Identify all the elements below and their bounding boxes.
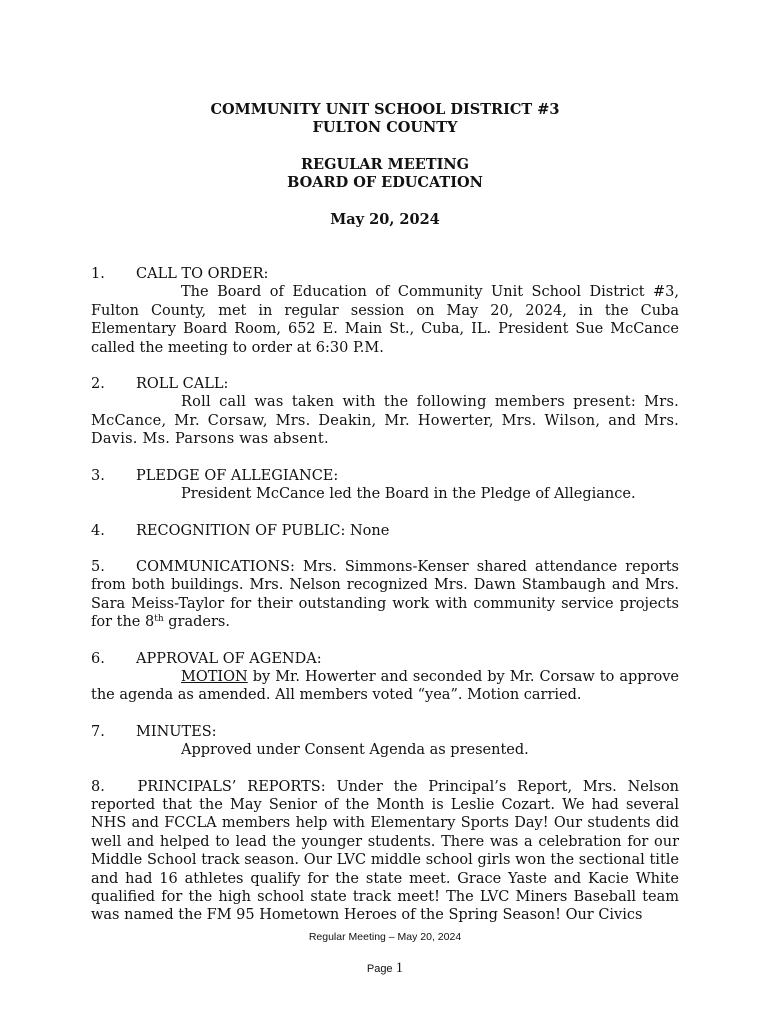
item-title: APPROVAL OF AGENDA:: [136, 650, 322, 667]
item-number: 5.: [91, 558, 105, 575]
item-number: 4.: [91, 522, 105, 539]
item-body: Mrs. Simmons-Kenser shared attendance reports from both buildings. Mrs. Nelson recognized Mrs. Dawn Stambaugh and Mrs. Sara Meiss-Taylor for their outstanding work with community service projects for the 8: [91, 558, 679, 631]
agenda-item-pledge: [91, 467, 679, 504]
agenda-item-recognition-of-public: [91, 522, 679, 540]
item-body: Roll call was taken with the following members present: Mrs. McCance, Mr. Corsaw, Mrs. Deakin, Mr. Howerter, Mrs. Wilson, and Mrs. Davis. Ms. Parsons was absent.: [91, 394, 679, 448]
county-title: FULTON COUNTY: [312, 119, 458, 137]
item-number: 8.: [91, 778, 105, 795]
meeting-type-title: REGULAR MEETING: [300, 155, 470, 173]
item-number: 2.: [91, 376, 105, 393]
item-number: 1.: [91, 266, 105, 283]
district-title: COMMUNITY UNIT SCHOOL DISTRICT #3: [210, 101, 560, 118]
page-number: [0, 960, 770, 977]
agenda-item-communications: [91, 558, 679, 632]
document-body: [91, 101, 679, 925]
item-title: PRINCIPALS’ REPORTS:: [137, 778, 326, 795]
item-heading: [91, 375, 679, 393]
board-title: BOARD OF EDUCATION: [287, 174, 483, 192]
item-heading: [91, 650, 679, 668]
page-footer: Regular Meeting – May 20, 2024: [308, 931, 462, 943]
item-heading: [91, 723, 679, 741]
page-label: Page: [366, 963, 393, 975]
item-title: ROLL CALL:: [136, 376, 229, 393]
item-heading: [91, 467, 679, 485]
item-number: 3.: [91, 467, 105, 484]
item-title: RECOGNITION OF PUBLIC: None: [136, 522, 390, 539]
item-body: Approved under Consent Agenda as presented.: [181, 742, 529, 759]
item-number: 7.: [91, 723, 105, 740]
motion-label: MOTION: [181, 668, 248, 685]
item-heading: [91, 265, 679, 283]
item-heading: [91, 522, 679, 540]
agenda-item-call-to-order: [91, 265, 679, 357]
agenda-item-roll-call: [91, 375, 679, 449]
item-title: CALL TO ORDER:: [136, 266, 269, 283]
meeting-date: May 20, 2024: [330, 210, 440, 228]
item-body: [91, 668, 679, 705]
ordinal-suffix: th: [154, 614, 164, 625]
item-title: PLEDGE OF ALLEGIANCE:: [136, 467, 339, 484]
item-body-end: graders.: [163, 614, 230, 631]
agenda-item-approval-of-agenda: [91, 650, 679, 705]
item-number: 6.: [91, 650, 105, 667]
item-body: The Board of Education of Community Unit School District #3, Fulton County, met in regular session on May 20, 2024, in the Cuba Elementary Board Room, 652 E. Main St., Cuba, IL. President Sue McCance called the meeting to order at 6:30 P.M.: [91, 284, 679, 356]
agenda-item-principals-reports: [91, 778, 679, 925]
item-body: Under the Principal’s Report, Mrs. Nelson reported that the May Senior of the Month is Leslie Cozart. We had several NHS and FCCLA members help with Elementary Sports Day! Our students did well and helped to lead the younger students. There was a celebration for our Middle School track season. Our LVC middle school girls won the sectional title and had 16 athletes qualify for the state meet. Grace Yaste and Kacie White qualified for the high school state track meet! The LVC Miners Baseball team was named the FM 95 Hometown Heroes of the Spring Season! Our Civics: [91, 778, 680, 924]
motion-text: by Mr. Howerter and seconded by Mr. Corsaw to approve the agenda as amended. All members voted “yea”. Motion carried.: [91, 668, 679, 704]
item-title: MINUTES:: [136, 723, 217, 740]
item-title: COMMUNICATIONS:: [136, 558, 295, 575]
agenda-item-minutes: [91, 723, 679, 760]
item-body: President McCance led the Board in the Pledge of Allegiance.: [181, 486, 636, 503]
page-number-value: 1: [395, 960, 404, 976]
